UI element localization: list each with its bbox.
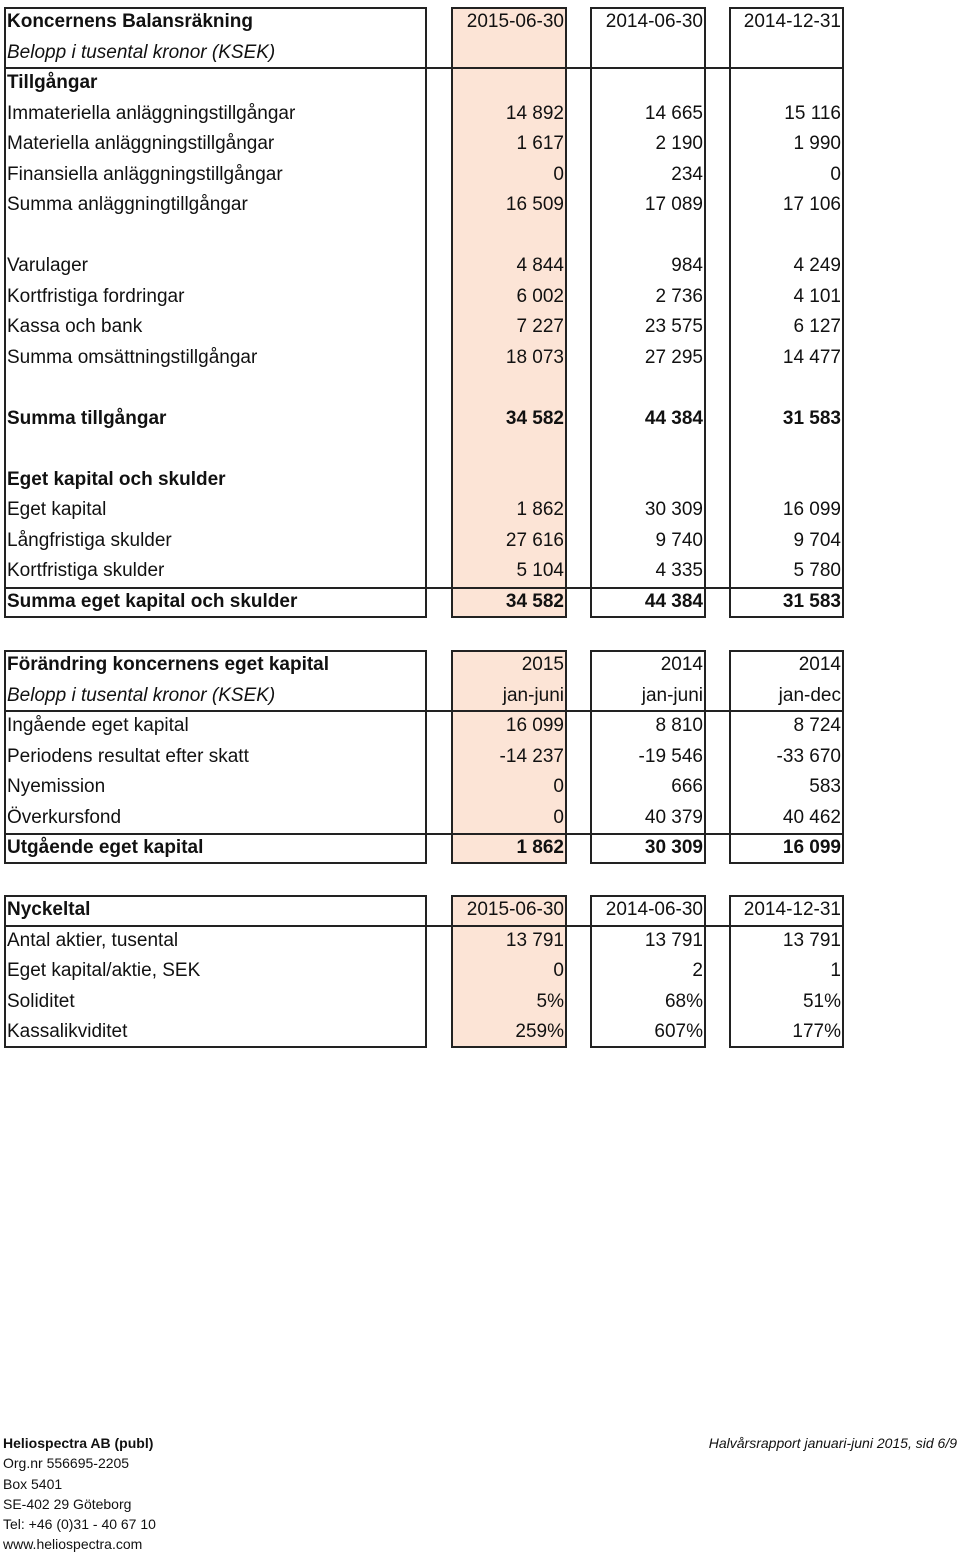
cell-value: 13 791 [782, 929, 841, 951]
key-figures-title: Nyckeltal [7, 899, 91, 920]
cell-value: 30 309 [644, 837, 703, 858]
cell-value: 8 810 [655, 715, 703, 736]
table-row [4, 711, 844, 742]
table-row [4, 742, 844, 773]
footer-box: Box 5401 [3, 1475, 63, 1492]
balance-subtitle: Belopp i tusental kronor (KSEK) [7, 41, 276, 63]
row-label: Soliditet [7, 990, 75, 1012]
balance-title: Koncernens Balansräkning [7, 11, 254, 32]
column-header: 2014 [798, 654, 841, 675]
spacer-row [4, 434, 844, 465]
table-row [4, 160, 844, 191]
cell-value: 16 099 [782, 837, 841, 858]
closing-equity-row [4, 833, 844, 864]
equity-change-title: Förändring koncernens eget kapital [7, 654, 330, 675]
row-label: Materiella anläggningstillgångar [7, 133, 275, 154]
cell-value: 1 617 [516, 133, 564, 154]
column-header: 2014-06-30 [605, 899, 703, 920]
cell-value: 34 582 [505, 407, 564, 429]
cell-value: 0 [553, 776, 564, 797]
page-footer [3, 1433, 957, 1555]
balance-sheet-table [4, 7, 844, 617]
cell-value: 16 509 [505, 194, 564, 215]
table-row [4, 1017, 844, 1048]
row-label: Finansiella anläggningstillgångar [7, 163, 283, 185]
table-row [4, 343, 844, 374]
equity-change-header-row [4, 650, 844, 681]
cell-value: 6 127 [793, 316, 841, 337]
cell-value: 15 116 [784, 102, 841, 124]
cell-value: 0 [830, 163, 841, 185]
row-label: Summa anläggningtillgångar [7, 194, 248, 215]
total-assets-row [4, 404, 844, 435]
equity-heading-row [4, 465, 844, 496]
cell-value: 1 862 [516, 499, 564, 520]
cell-value: 7 227 [516, 316, 564, 337]
key-figures-header-row [4, 895, 844, 926]
balance-header-row [4, 7, 844, 38]
row-label: Summa tillgångar [7, 407, 167, 429]
table-row [4, 190, 844, 221]
cell-value: 6 002 [516, 285, 564, 307]
cell-value: 44 384 [644, 407, 703, 429]
cell-value: -19 546 [638, 745, 703, 767]
cell-value: 23 575 [644, 316, 703, 337]
footer-orgnr: Org.nr 556695-2205 [3, 1455, 130, 1472]
equity-change-subtitle-row [4, 681, 844, 712]
cell-value: 44 384 [644, 590, 703, 612]
column-header: 2015-06-30 [466, 11, 564, 32]
cell-value: 5 104 [516, 560, 564, 581]
equity-heading: Eget kapital och skulder [7, 468, 226, 490]
cell-value: 9 704 [793, 529, 841, 551]
table-row [4, 987, 844, 1018]
cell-value: 8 724 [793, 715, 841, 736]
footer-company: Heliospectra AB (publ) [3, 1435, 154, 1451]
cell-value: 1 [830, 960, 841, 981]
spacer-row [4, 221, 844, 252]
cell-value: 14 665 [644, 102, 703, 124]
row-label: Kassa och bank [7, 316, 143, 337]
footer-web: www.heliospectra.com [3, 1536, 143, 1553]
cell-value: 40 379 [644, 806, 703, 828]
cell-value: 0 [553, 960, 564, 981]
table-row [4, 99, 844, 130]
cell-value: 4 249 [793, 255, 841, 276]
column-period: jan-juni [641, 684, 703, 706]
table-row [4, 956, 844, 987]
cell-value: 2 736 [655, 285, 703, 307]
table-row [4, 495, 844, 526]
cell-value: 31 583 [782, 590, 841, 612]
column-header: 2015-06-30 [466, 899, 564, 920]
table-row [4, 803, 844, 834]
cell-value: 259% [515, 1021, 564, 1042]
equity-change-table [4, 650, 844, 864]
cell-value: 2 190 [655, 133, 703, 154]
row-label: Periodens resultat efter skatt [7, 745, 249, 767]
column-header: 2014 [660, 654, 703, 675]
cell-value: 607% [654, 1021, 703, 1042]
equity-change-subtitle: Belopp i tusental kronor (KSEK) [7, 684, 276, 706]
cell-value: 5% [536, 990, 564, 1012]
cell-value: 13 791 [644, 929, 703, 951]
row-label: Ingående eget kapital [7, 715, 189, 736]
cell-value: 30 309 [644, 499, 703, 520]
cell-value: 4 844 [516, 255, 564, 276]
row-label: Summa omsättningstillgångar [7, 346, 258, 368]
cell-value: 1 862 [516, 837, 564, 858]
cell-value: 14 477 [782, 346, 841, 368]
cell-value: 18 073 [505, 346, 564, 368]
column-header: 2014-12-31 [743, 11, 841, 32]
table-row [4, 251, 844, 282]
cell-value: 0 [553, 163, 564, 185]
cell-value: 34 582 [505, 590, 564, 612]
table-row [4, 926, 844, 957]
cell-value: -14 237 [499, 745, 564, 767]
row-label: Immateriella anläggningstillgångar [7, 102, 296, 124]
cell-value: 17 089 [644, 194, 703, 215]
key-figures-table [4, 895, 844, 1048]
row-label: Nyemission [7, 776, 106, 797]
cell-value: 16 099 [505, 715, 564, 736]
cell-value: 2 [692, 960, 703, 981]
column-header: 2014-12-31 [743, 899, 841, 920]
cell-value: 666 [671, 776, 703, 797]
cell-value: 4 335 [655, 560, 703, 581]
cell-value: 0 [553, 806, 564, 828]
table-row [4, 526, 844, 557]
column-header: 2015 [521, 654, 564, 675]
row-label: Varulager [7, 255, 88, 276]
cell-value: 234 [671, 163, 703, 185]
assets-heading-row [4, 68, 844, 99]
footer-report: Halvårsrapport januari-juni 2015, sid 6/9 [708, 1435, 957, 1451]
table-row [4, 312, 844, 343]
row-label: Långfristiga skulder [7, 529, 172, 551]
cell-value: 40 462 [782, 806, 841, 828]
row-label: Kortfristiga fordringar [7, 285, 185, 307]
table-row [4, 556, 844, 587]
cell-value: 51% [802, 990, 841, 1012]
cell-value: 5 780 [793, 560, 841, 581]
row-label: Kassalikviditet [7, 1021, 128, 1042]
table-row [4, 772, 844, 803]
row-label: Utgående eget kapital [7, 837, 204, 858]
cell-value: 14 892 [505, 102, 564, 124]
cell-value: 27 616 [505, 529, 564, 551]
cell-value: 17 106 [782, 194, 841, 215]
cell-value: -33 670 [776, 745, 841, 767]
row-label: Kortfristiga skulder [7, 560, 165, 581]
cell-value: 16 099 [782, 499, 841, 520]
cell-value: 31 583 [782, 407, 841, 429]
cell-value: 177% [792, 1021, 841, 1042]
footer-tel: Tel: +46 (0)31 - 40 67 10 [3, 1516, 156, 1533]
cell-value: 13 791 [505, 929, 564, 951]
row-label: Antal aktier, tusental [7, 929, 179, 951]
row-label: Eget kapital/aktie, SEK [7, 960, 201, 981]
assets-heading: Tillgångar [7, 72, 98, 93]
cell-value: 984 [671, 255, 703, 276]
column-period: jan-juni [502, 684, 564, 706]
balance-subtitle-row [4, 38, 844, 69]
column-period: jan-dec [778, 684, 841, 706]
cell-value: 4 101 [793, 285, 841, 307]
row-label: Överkursfond [7, 806, 122, 828]
spacer-row [4, 373, 844, 404]
cell-value: 583 [809, 776, 841, 797]
row-label: Eget kapital [7, 499, 107, 520]
footer-city: SE-402 29 Göteborg [3, 1495, 132, 1512]
cell-value: 27 295 [644, 346, 703, 368]
cell-value: 9 740 [655, 529, 703, 551]
cell-value: 68% [664, 990, 703, 1012]
row-label: Summa eget kapital och skulder [7, 590, 298, 612]
table-row [4, 282, 844, 313]
column-header: 2014-06-30 [605, 11, 703, 32]
table-row [4, 129, 844, 160]
total-equity-row [4, 587, 844, 618]
cell-value: 1 990 [793, 133, 841, 154]
